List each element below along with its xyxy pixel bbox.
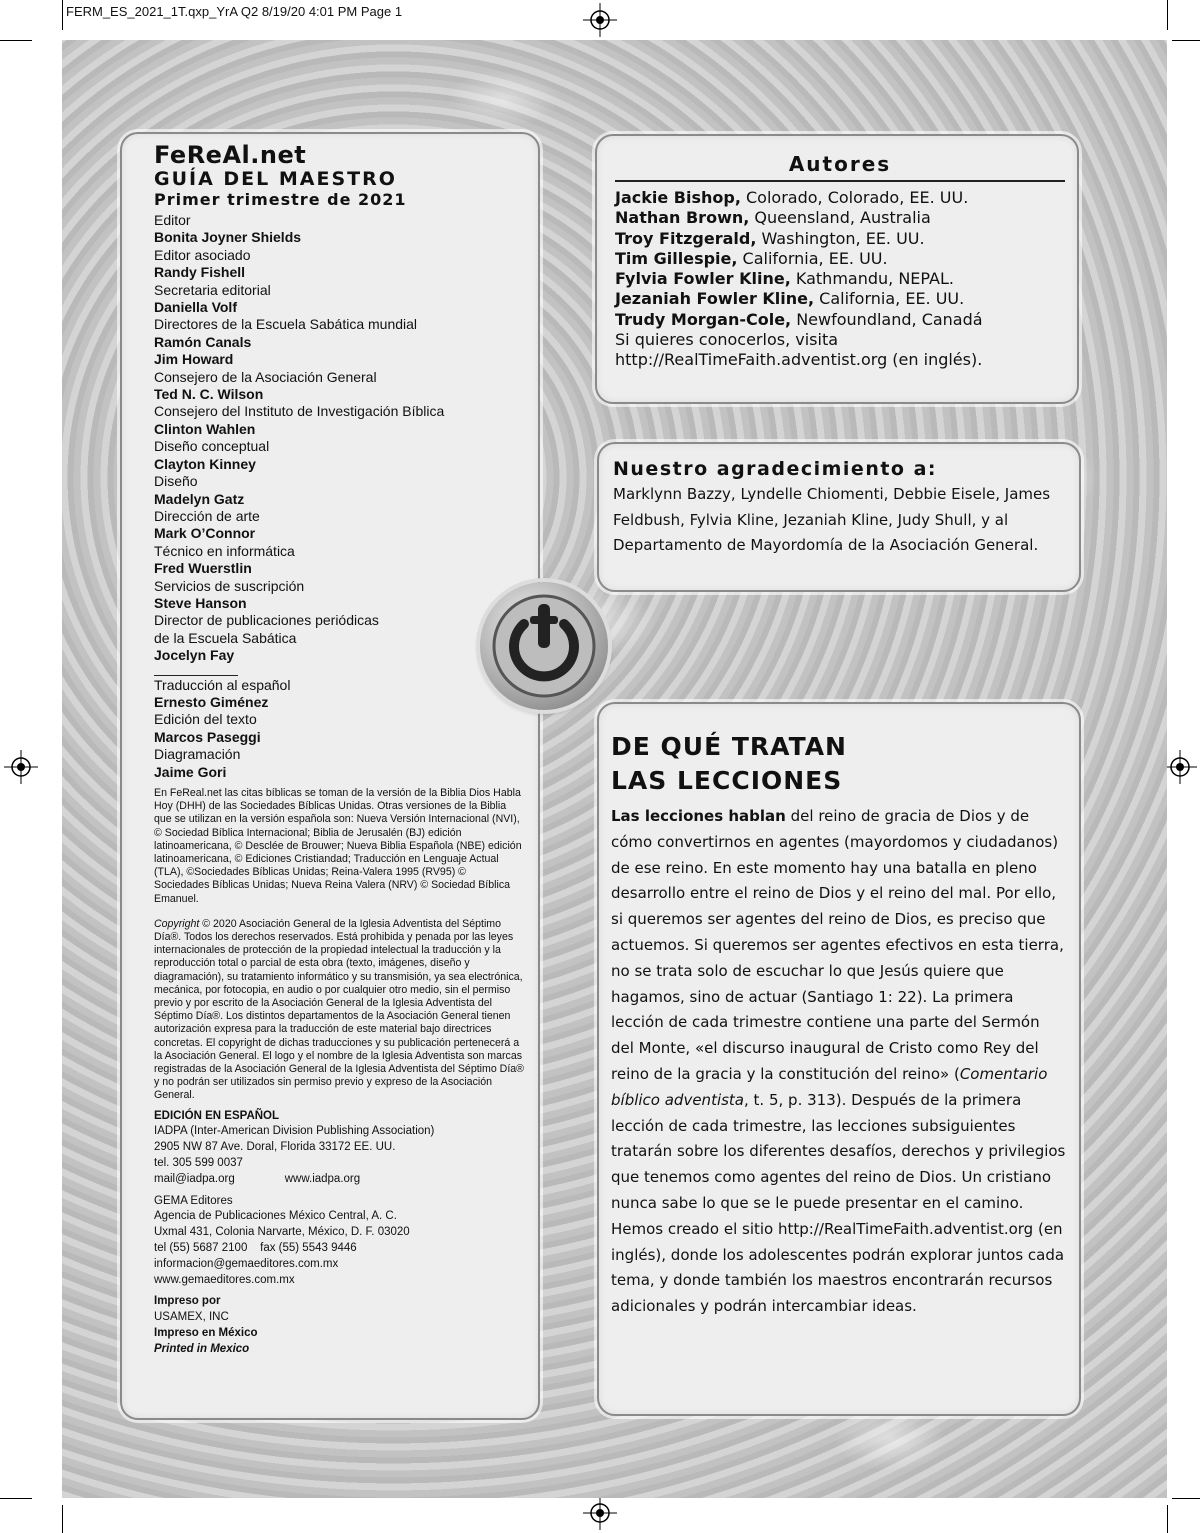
gema-line: Agencia de Publicaciones México Central, A. C. (154, 1210, 397, 1223)
iadpa-line: 2905 NW 87 Ave. Doral, Florida 33172 EE. UU. (154, 1141, 396, 1154)
gema-line: GEMA Editores (154, 1194, 233, 1207)
credits-list (154, 212, 524, 781)
author-item: Troy Fitzgerald, Washington, EE. UU. (615, 228, 925, 248)
trim-mark (1172, 1498, 1200, 1499)
registration-mark-icon (4, 750, 38, 784)
author-item: Trudy Morgan-Cole, Newfoundland, Canadá (615, 309, 983, 329)
iadpa-line: tel. 305 599 0037 (154, 1157, 243, 1170)
credit-name: Randy Fishell (154, 264, 246, 281)
gema-line: informacion@gemaeditores.com.mx (154, 1257, 339, 1270)
author-item: Fylvia Fowler Kline, Kathmandu, NEPAL. (615, 269, 954, 289)
trimester-title: Primer trimestre de 2021 (154, 190, 407, 209)
guide-title: GUÍA DEL MAESTRO (154, 168, 397, 190)
credit-name: Clinton Wahlen (154, 420, 256, 437)
copyright-text: © 2020 Asociación General de la Iglesia Adventista del Séptimo Día®. Todos los derechos reservados. Está prohibida y penada por las leyes internacionales de protección de la propiedad intelectual la traducción y la reproducción total o parcial de esta obra (texto, imágenes, diseño y diagramación), su tratamiento informático y su transmisión, ya sea electrónica, mecánica, por fotocopia, en audio o por cualquier otro medio, sin el permiso previo y por escrito de la Asociación General de la Iglesia Adventista del Séptimo Día®. Los distintos departamentos de la Asociación General tienen autorización expresa para la traducción de este material bajo directrices concretas. El copyright de dichas traducciones y su publicación pertenecerá a la Asociación General. El logo y el nombre de la Iglesia Adventista son marcas registradas de la Asociación General de la Iglesia Adventista del Séptimo Día® y no podrán ser utilizados sin permiso previo y expreso de la Asociación General. (154, 917, 524, 1102)
credit-name: Madelyn Gatz (154, 490, 245, 507)
authors-url: http://RealTimeFaith.adventist.org (en inglés). (615, 350, 983, 370)
lessons-lead: Las lecciones hablan (611, 807, 786, 825)
credit-name: Ted N. C. Wilson (154, 386, 264, 403)
credit-name: Marcos Paseggi (154, 728, 261, 745)
credit-role: de la Escuela Sabática (154, 629, 297, 646)
author-item: Jackie Bishop, Colorado, Colorado, EE. UU. (615, 188, 969, 207)
credit-name: Jim Howard (154, 351, 234, 368)
iadpa-email: mail@iadpa.org (154, 1172, 235, 1185)
credit-role: Consejero de la Asociación General (154, 368, 377, 385)
thanks-text: Marklynn Bazzy, Lyndelle Chiomenti, Debbie Eisele, James Feldbush, Fylvia Kline, Jezaniah Kline, Judy Shull, y al Departamento de Mayordomía de la Asociación General. (613, 485, 1051, 554)
printed-by-label: Impreso por (154, 1295, 221, 1308)
trim-mark (1167, 1505, 1168, 1533)
gema-line: Uxmal 431, Colonia Narvarte, México, D. F. 03020 (154, 1226, 410, 1239)
credit-role: Dirección de arte (154, 507, 260, 524)
authors-panel (595, 134, 1079, 404)
gema-line: www.gemaeditores.com.mx (154, 1273, 295, 1286)
iadpa-website: www.iadpa.org (284, 1172, 361, 1185)
power-symbol-icon (480, 582, 608, 710)
printed-by: USAMEX, INC (154, 1311, 229, 1324)
credit-name: Bonita Joyner Shields (154, 229, 302, 246)
credit-name: Mark O’Connor (154, 525, 256, 542)
copyright-label: Copyright (154, 917, 200, 930)
credit-role: Diagramación (154, 746, 241, 763)
trim-mark (1172, 40, 1200, 41)
credit-role: Traducción al español (154, 676, 291, 693)
credit-name: Jaime Gori (154, 763, 227, 780)
authors-visit: Si quieres conocerlos, visita (615, 330, 839, 350)
credits-panel (120, 132, 540, 1420)
trim-mark (0, 40, 32, 41)
printed-in-en: Printed in Mexico (154, 1342, 250, 1355)
credit-role: Consejero del Instituto de Investigación Bíblica (154, 403, 445, 420)
credit-name: Daniella Volf (154, 299, 237, 316)
lessons-title-line-1: DE QUÉ TRATAN (611, 732, 847, 761)
lessons-text-2: , t. 5, p. 313). Después de la primera lección de cada trimestre, las lecciones subsiguientes tratarán sobre los diferentes desafíos, derechos y privilegios que tenemos como agentes del reino de Dios. Un cristiano nunca sabe lo que se le puede presentar en el camino. Hemos creado el sitio http://RealTimeFaith.adventist.org (en inglés), donde los adolescentes podrán explorar juntos cada tema, y donde también los maestros encontrarán recursos adicionales y podrán intercambiar ideas. (611, 1090, 1066, 1316)
gema-line: tel (55) 5687 2100 fax (55) 5543 9446 (154, 1242, 357, 1255)
credit-role: Editor (154, 212, 191, 228)
book-title: Comentario bíblico adventista (611, 1064, 1048, 1109)
credit-role: Servicios de suscripción (154, 577, 305, 594)
credit-role: Diseño conceptual (154, 438, 270, 455)
authors-title: Autores (615, 150, 1065, 182)
trim-mark (0, 1498, 32, 1499)
power-button-icon (480, 582, 608, 710)
credit-role: Técnico en informática (154, 542, 295, 559)
credit-role: Directores de la Escuela Sabática mundial (154, 316, 418, 333)
registration-mark-icon (583, 3, 617, 37)
credit-role: Director de publicaciones periódicas (154, 612, 379, 629)
edition-label: EDICIÓN EN ESPAÑOL (154, 1109, 280, 1122)
lessons-title-line-2: LAS LECCIONES (611, 766, 843, 795)
credit-name: Clayton Kinney (154, 455, 256, 472)
author-item: Jezaniah Fowler Kline, California, EE. UU. (615, 289, 965, 309)
trim-mark (62, 0, 63, 30)
publisher-info (154, 1109, 524, 1358)
iadpa-contact (154, 1172, 524, 1188)
authors-list (615, 188, 1065, 371)
credit-role: Edición del texto (154, 711, 257, 728)
credit-name: Jocelyn Fay (154, 647, 235, 664)
thanks-title: Nuestro agradecimiento a: (613, 458, 938, 480)
copyright-notice (154, 918, 524, 1103)
print-slug: FERM_ES_2021_1T.qxp_YrA Q2 8/19/20 4:01 PM Page 1 (66, 4, 403, 19)
printed-in: Impreso en México (154, 1327, 258, 1340)
credit-role: Diseño (154, 473, 198, 490)
lessons-body (611, 804, 1067, 1320)
magazine-logo: FeReAl.net (154, 141, 307, 169)
credit-name: Steve Hanson (154, 594, 247, 611)
thanks-panel (597, 442, 1081, 592)
credit-role: Secretaria editorial (154, 281, 271, 298)
bible-versions-note: En FeReal.net las citas bíblicas se toman de la versión de la Biblia Dios Habla Hoy (DHH) de las Sociedades Bíblicas Unidas. Otras versiones de la Biblia que se utilizan en la versión española son: Nueva Versión Internacional (NVI), © Sociedad Bíblica Internacional; Biblia de Jerusalén (BJ) edición latinoamericana, © Desclée de Brouwer; Nueva Biblia Española (NBE) edición latinoamericana, © Ediciones Cristiandad; Traducción en Lenguaje Actual (TLA), ©Sociedades Bíblicas Unidas; Reina-Valera 1995 (RV95) © Sociedades Bíblicas Unidas; Nueva Reina Valera (NRV) © Sociedad Bíblica Emanuel. (154, 787, 522, 905)
registration-mark-icon (1163, 750, 1197, 784)
lessons-panel (597, 702, 1081, 1416)
separator-line (154, 675, 238, 676)
credit-name: Ernesto Giménez (154, 693, 269, 710)
author-item: Nathan Brown, Queensland, Australia (615, 208, 931, 228)
registration-mark-icon (583, 1496, 617, 1530)
trim-mark (1167, 0, 1168, 30)
author-item: Tim Gillespie, California, EE. UU. (615, 248, 888, 268)
credit-name: Ramón Canals (154, 333, 252, 350)
credit-role: Editor asociado (154, 246, 251, 263)
credit-name: Fred Wuerstlin (154, 560, 252, 577)
trim-mark (62, 1505, 63, 1533)
lessons-text: del reino de gracia de Dios y de cómo convertirnos en agentes (mayordomos y ciudadanos) de ese reino. En este momento hay una batalla en pleno desarrollo entre el reino de Dios y el reino del mal. Por ello, si queremos ser agentes del reino de Dios, es preciso que actuemos. Si queremos ser agentes efectivos en esta tierra, no se trata solo de escuchar lo que Jesús quiere que hagamos, sino de actuar (Santiago 1: 22). La primera lección de cada trimestre contiene una parte del Sermón del Monte, «el discurso inaugural de Cristo como Rey del reino de la gracia y la constitución del reino» ( (611, 807, 1064, 1083)
iadpa-line: IADPA (Inter-American Division Publishing Association) (154, 1125, 435, 1138)
